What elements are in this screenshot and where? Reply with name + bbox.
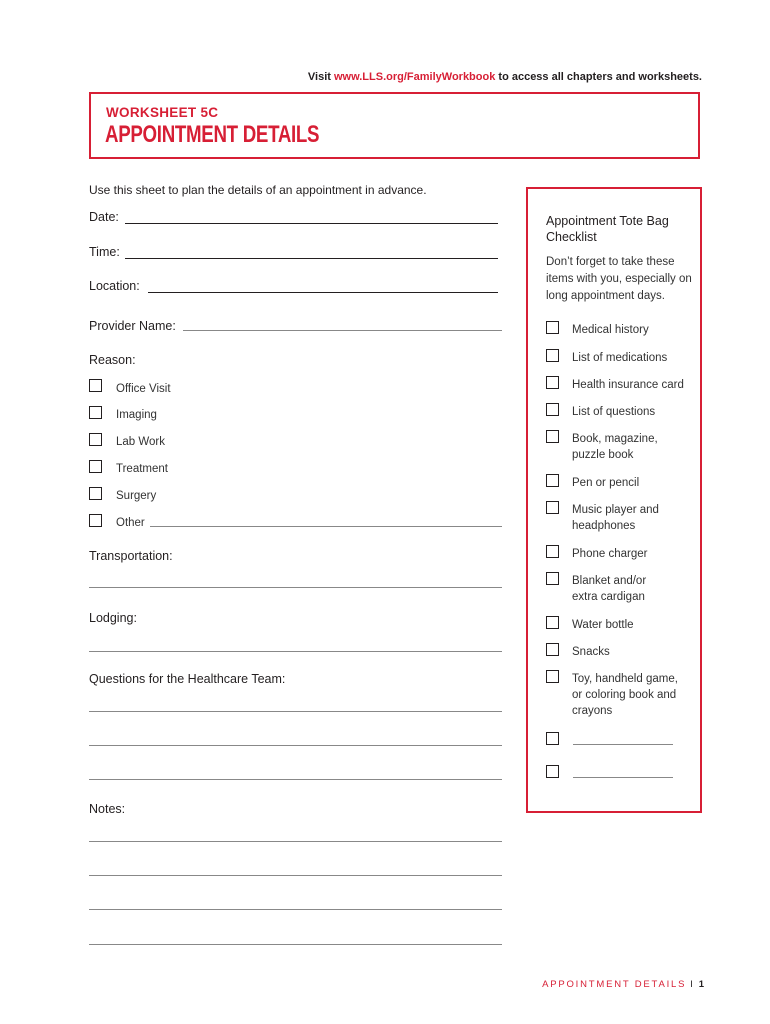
tote-blank-line[interactable] xyxy=(573,777,673,778)
reason-checkbox[interactable] xyxy=(89,487,102,500)
date-label: Date: xyxy=(89,210,119,224)
other-line[interactable] xyxy=(150,526,502,527)
questions-label: Questions for the Healthcare Team: xyxy=(89,672,286,686)
transportation-label: Transportation: xyxy=(89,549,173,563)
tote-item: Blanket and/or extra cardigan xyxy=(572,575,647,603)
notes-line[interactable] xyxy=(89,841,502,842)
tote-item: List of questions xyxy=(572,406,656,418)
tote-item: Health insurance card xyxy=(572,379,684,391)
lodging-label: Lodging: xyxy=(89,611,137,625)
date-line[interactable] xyxy=(125,223,498,224)
questions-line[interactable] xyxy=(89,779,502,780)
footer-label: APPOINTMENT DETAILS xyxy=(542,979,687,990)
tote-checkbox[interactable] xyxy=(546,403,559,416)
location-line[interactable] xyxy=(148,292,498,293)
tote-item: Phone charger xyxy=(572,548,648,560)
reason-option: Lab Work xyxy=(116,436,166,448)
tote-item: Book, magazine, puzzle book xyxy=(572,433,658,461)
reason-option-other: Other xyxy=(116,517,145,529)
tote-item: Medical history xyxy=(572,324,649,336)
tote-checkbox[interactable] xyxy=(546,321,559,334)
tote-checkbox[interactable] xyxy=(546,430,559,443)
time-line[interactable] xyxy=(125,258,498,259)
provider-label: Provider Name: xyxy=(89,319,176,333)
notes-line[interactable] xyxy=(89,909,502,910)
reason-option: Imaging xyxy=(116,409,157,421)
location-label: Location: xyxy=(89,279,140,293)
workbook-link[interactable]: www.LLS.org/FamilyWorkbook xyxy=(333,71,496,83)
questions-line[interactable] xyxy=(89,711,502,712)
worksheet-title: APPOINTMENT DETAILS xyxy=(105,121,320,148)
time-label: Time: xyxy=(89,245,120,259)
tote-checkbox-blank[interactable] xyxy=(546,732,559,745)
reason-label: Reason: xyxy=(89,353,136,367)
tote-item: Water bottle xyxy=(572,619,634,631)
reason-checkbox[interactable] xyxy=(89,433,102,446)
tote-bag-checklist xyxy=(526,187,702,813)
tote-checkbox[interactable] xyxy=(546,376,559,389)
tote-item: Pen or pencil xyxy=(572,477,640,489)
tote-checkbox-blank[interactable] xyxy=(546,765,559,778)
provider-line[interactable] xyxy=(183,330,502,331)
reason-option: Surgery xyxy=(116,490,157,502)
tote-checkbox[interactable] xyxy=(546,545,559,558)
worksheet-header xyxy=(89,92,700,159)
tote-checkbox[interactable] xyxy=(546,643,559,656)
tote-item: Snacks xyxy=(572,646,610,658)
notes-label: Notes: xyxy=(89,802,126,816)
tote-title: Appointment Tote Bag Checklist xyxy=(546,214,669,244)
lodging-line[interactable] xyxy=(89,651,502,652)
notes-line[interactable] xyxy=(89,875,502,876)
page-number: 1 xyxy=(698,979,704,990)
reason-checkbox[interactable] xyxy=(89,379,102,392)
worksheet-number: WORKSHEET 5C xyxy=(106,105,219,120)
tote-blank-line[interactable] xyxy=(573,744,673,745)
tote-item: Music player and headphones xyxy=(572,504,659,532)
reason-option: Treatment xyxy=(116,463,168,475)
page-footer xyxy=(542,979,704,990)
reason-option: Office Visit xyxy=(116,383,171,395)
footer-separator: I xyxy=(690,979,695,990)
visit-suffix: to access all chapters and worksheets. xyxy=(495,71,702,83)
tote-item: Toy, handheld game, or coloring book and crayons xyxy=(572,673,678,717)
questions-line[interactable] xyxy=(89,745,502,746)
tote-checkbox[interactable] xyxy=(546,572,559,585)
notes-line[interactable] xyxy=(89,944,502,945)
visit-prefix: Visit xyxy=(307,71,334,83)
workbook-link-note xyxy=(0,71,702,83)
tote-checkbox[interactable] xyxy=(546,670,559,683)
reason-checkbox[interactable] xyxy=(89,406,102,419)
tote-description: Don’t forget to take these items with you, especially on long appointment days. xyxy=(546,256,692,302)
reason-checkbox[interactable] xyxy=(89,514,102,527)
tote-item: List of medications xyxy=(572,352,668,364)
tote-checkbox[interactable] xyxy=(546,501,559,514)
tote-checkbox[interactable] xyxy=(546,616,559,629)
intro-text: Use this sheet to plan the details of an appointment in advance. xyxy=(89,183,427,197)
transportation-line[interactable] xyxy=(89,587,502,588)
tote-checkbox[interactable] xyxy=(546,349,559,362)
tote-checkbox[interactable] xyxy=(546,474,559,487)
reason-checkbox[interactable] xyxy=(89,460,102,473)
